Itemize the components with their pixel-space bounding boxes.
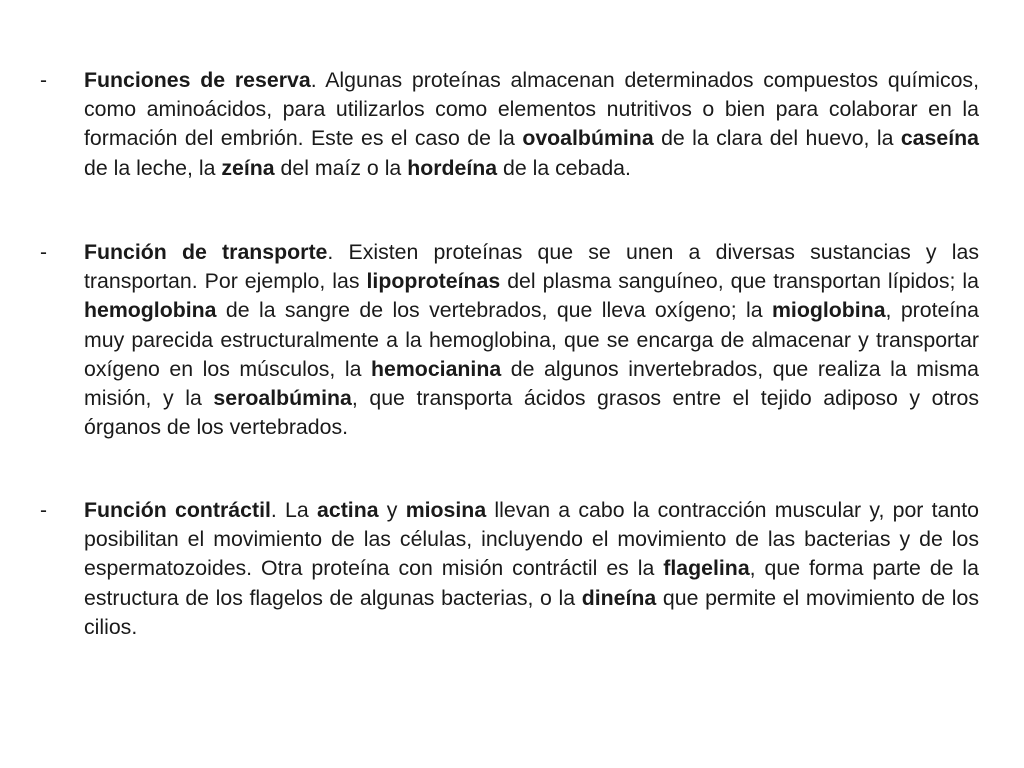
text: y xyxy=(378,498,406,522)
list-bullet: - xyxy=(40,69,47,92)
term: Funciones de reserva xyxy=(84,68,311,92)
term: Función contráctil xyxy=(84,498,271,522)
text: de la sangre de los vertebrados, que lleva oxígeno; la xyxy=(216,298,772,323)
paragraph-funcion-contractil xyxy=(84,496,979,642)
term: hemocianina xyxy=(371,356,502,381)
text: , que forma parte de la estructura de los flagelos de algunas bacterias, o la xyxy=(84,556,980,610)
text: de la leche, la xyxy=(84,155,222,180)
term: Función de transporte xyxy=(84,240,328,264)
paragraph-funcion-de-transporte xyxy=(84,238,979,442)
list-bullet: - xyxy=(40,499,47,522)
term: actina xyxy=(317,498,379,522)
term: mioglobina xyxy=(771,298,886,323)
term: miosina xyxy=(405,498,487,522)
text: del maíz o la xyxy=(274,155,408,180)
text: de la cebada. xyxy=(497,155,631,180)
text: . La xyxy=(270,498,317,522)
text: llevan a cabo la contracción muscular y, por tanto posibilitan el movimiento de las células, incluyendo el movimiento de las bacterias y de los espermatozoides. Otra proteína con misión contráctil es la xyxy=(84,498,979,581)
term: lipoproteínas xyxy=(366,269,501,294)
term: hemoglobina xyxy=(84,298,217,323)
text: . Algunas proteínas almacenan determinados compuestos químicos, como aminoácidos, para utilizarlos como elementos nutritivos o bien para colaborar en la formación del embrión. Este es el caso de la xyxy=(84,68,979,151)
text: del plasma sanguíneo, que transportan lípidos; la xyxy=(500,269,979,294)
text: , proteína muy parecida estructuralmente a la hemoglobina, que se encarga de almacenar y transportar oxígeno en los músculos, la xyxy=(84,298,979,381)
text: de la clara del huevo, la xyxy=(653,126,901,151)
text: que permite el movimiento de los cilios. xyxy=(84,585,979,639)
term: hordeína xyxy=(407,155,498,180)
paragraph-funciones-de-reserva xyxy=(84,66,979,183)
term: seroalbúmina xyxy=(213,386,352,411)
term: ovoalbúmina xyxy=(522,126,654,151)
term: flagelina xyxy=(663,556,750,581)
text: . Existen proteínas que se unen a diversas sustancias y las transportan. Por ejemplo, las xyxy=(84,240,979,294)
text: , que transporta ácidos grasos entre el tejido adiposo y otros órganos de los vertebrados. xyxy=(84,386,979,440)
text: de algunos invertebrados, que realiza la misma misión, y la xyxy=(84,356,980,411)
term: zeína xyxy=(221,155,275,180)
list-bullet: - xyxy=(40,241,47,264)
term: dineína xyxy=(581,585,657,610)
term: caseína xyxy=(900,126,979,151)
